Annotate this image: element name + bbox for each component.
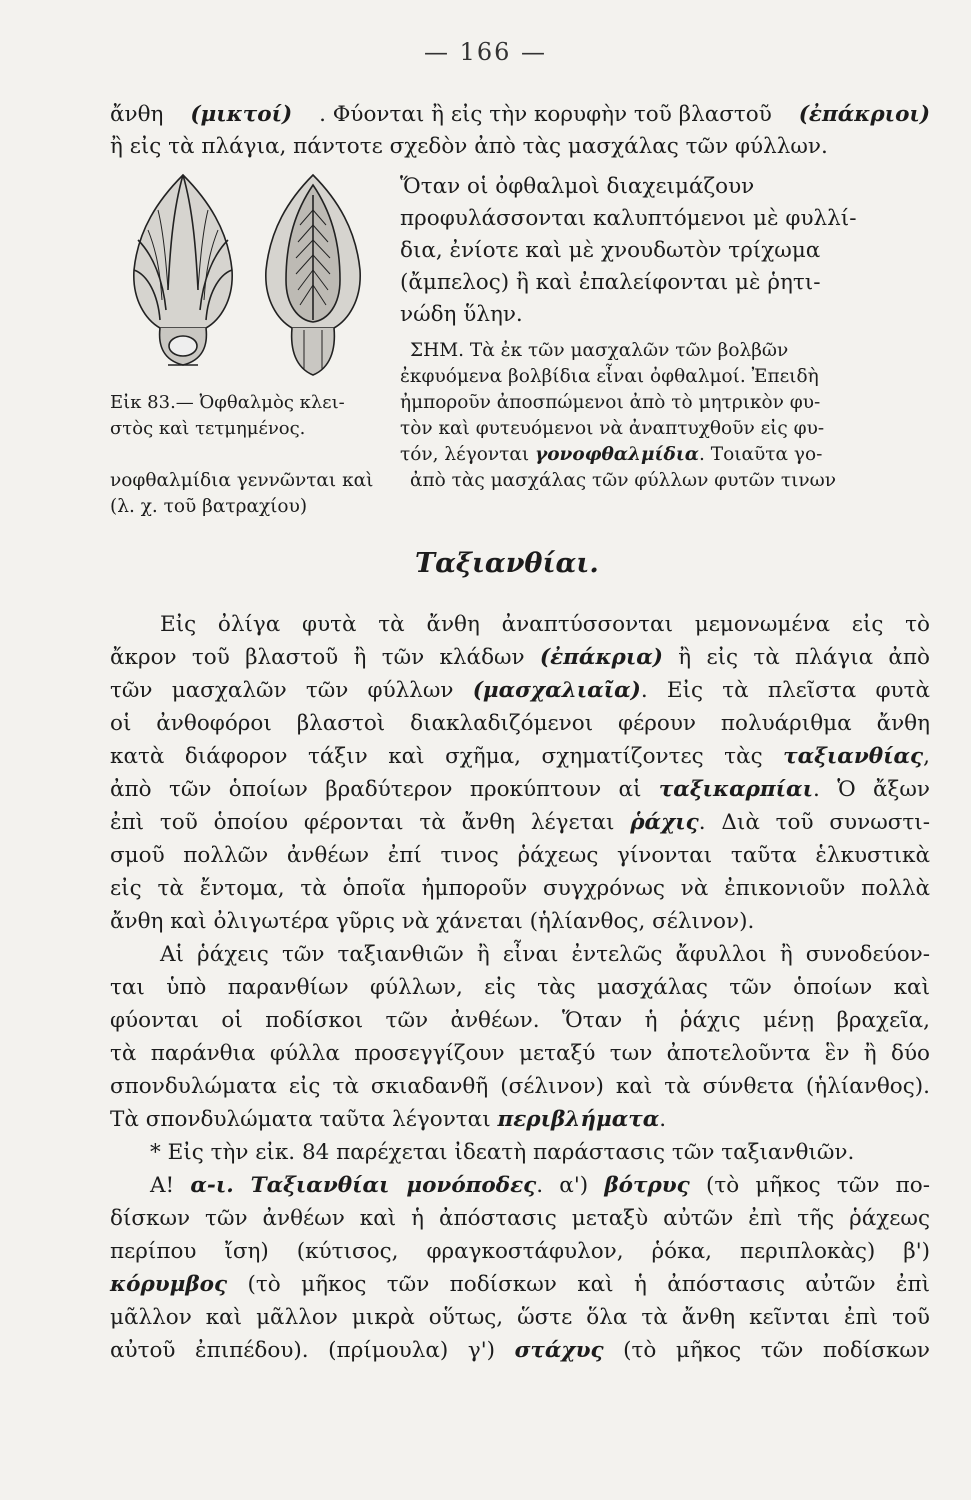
intro-line-1 bbox=[110, 100, 930, 130]
text-run: . α') bbox=[536, 1173, 605, 1198]
body-line bbox=[110, 1336, 930, 1366]
body-term: (μασχαλιαῖα) bbox=[472, 678, 641, 703]
body-line bbox=[110, 907, 754, 937]
text-run: (τὸ μῆκος τῶν πο- bbox=[689, 1173, 930, 1198]
figure-bud-illustration bbox=[108, 170, 393, 388]
text-run: . Εἰς τὰ πλεῖστα φυτὰ bbox=[640, 678, 930, 703]
text-run: . Διὰ τοῦ συνωστι- bbox=[698, 810, 930, 835]
text-run: ἄνθη bbox=[110, 102, 164, 127]
text-run: (τὸ μῆκος τῶν ποδίσκων bbox=[603, 1338, 930, 1363]
right-col-line-5: νώδη ὕλην. bbox=[400, 302, 523, 327]
section-heading: Ταξιανθίαι. bbox=[415, 548, 599, 579]
body-line bbox=[150, 1138, 854, 1168]
text-run: φύονται οἱ ποδίσκοι τῶν ἀνθέων. Ὅταν ἡ ῥάχις μένῃ βραχεῖα, bbox=[110, 1008, 930, 1033]
figure-caption-line-2: στὸς καὶ τετμημένος. bbox=[110, 418, 306, 439]
right-col-line-4: (ἄμπελος) ἢ καὶ ἐπαλείφονται μὲ ῥητι- bbox=[400, 270, 821, 295]
body-term: ταξιανθίας bbox=[783, 744, 924, 769]
body-line bbox=[110, 1237, 930, 1267]
text-run: (τὸ μῆκος τῶν ποδίσκων καὶ ἡ ἀπόστασις αὐτῶν ἐπὶ bbox=[227, 1272, 930, 1297]
note-line-4: τὸν καὶ φυτευόμενοι νὰ ἀναπτυχθοῦν εἰς φυ- bbox=[400, 418, 825, 439]
body-line bbox=[110, 808, 930, 838]
text-run: μᾶλλον καὶ μᾶλλον μικρὰ οὕτως, ὥστε ὅλα τὰ ἄνθη κεῖνται ἐπὶ τοῦ bbox=[110, 1305, 930, 1330]
text-run: αὐτοῦ ἐπιπέδου). (πρίμουλα) γ') bbox=[110, 1338, 515, 1363]
text-run: περίπου ἴση) (κύτισος, φραγκοστάφυλον, ῥόκα, περιπλοκὰς) β') bbox=[110, 1239, 930, 1264]
term-mixed: (μικτοί) bbox=[190, 102, 293, 127]
text-run: , bbox=[923, 744, 930, 769]
term-gonophthalmidia: γονοφθαλμίδια bbox=[535, 444, 700, 465]
text-run: τὰ παράνθια φύλλα προσεγγίζουν μεταξύ των ἀποτελοῦντα ἓν ἢ δύο bbox=[110, 1041, 930, 1066]
text-run: Τὰ σπονδυλώματα ταῦτα λέγονται bbox=[110, 1107, 498, 1132]
text-run: ἢ εἰς τὰ πλάγια ἀπὸ bbox=[662, 645, 930, 670]
note-line-1: ΣΗΜ. Τὰ ἐκ τῶν μασχαλῶν τῶν βολβῶν bbox=[410, 340, 789, 361]
body-line bbox=[110, 643, 930, 673]
body-line bbox=[110, 676, 930, 706]
text-run: * Εἰς τὴν εἰκ. 84 παρέχεται ἰδεατὴ παράστασις τῶν ταξιανθιῶν. bbox=[150, 1140, 855, 1165]
body-line bbox=[110, 1105, 666, 1135]
body-line bbox=[110, 874, 930, 904]
body-line bbox=[160, 610, 930, 640]
text-run: ἄκρον τοῦ βλαστοῦ ἢ τῶν κλάδων bbox=[110, 645, 540, 670]
body-line bbox=[110, 1039, 930, 1069]
text-run: . Φύονται ἢ εἰς τὴν κορυφὴν τοῦ βλαστοῦ bbox=[319, 102, 772, 127]
text-run: Α! bbox=[150, 1173, 191, 1198]
body-term: περιβλήματα bbox=[497, 1107, 660, 1132]
body-line bbox=[110, 1270, 930, 1300]
text-run: τόν, λέγονται bbox=[400, 444, 535, 465]
body-line bbox=[110, 1303, 930, 1333]
text-run: εἰς τὰ ἔντομα, τὰ ὁποῖα ἠμποροῦν συγχρόνως νὰ ἐπικονιοῦν πολλὰ bbox=[110, 876, 930, 901]
body-line bbox=[150, 1171, 930, 1201]
note-full-line-1-left: νοφθαλμίδια γεννῶνται καὶ bbox=[110, 470, 374, 491]
note-line-3: ἠμποροῦν ἀποσπώμενοι ἀπὸ τὸ μητρικὸν φυ- bbox=[400, 392, 821, 413]
note-full-line-2: (λ. χ. τοῦ βατραχίου) bbox=[110, 496, 308, 517]
body-term: στάχυς bbox=[514, 1338, 604, 1363]
body-term: βότρυς bbox=[604, 1173, 690, 1198]
body-line bbox=[160, 940, 930, 970]
body-line bbox=[110, 775, 930, 805]
text-run: . Ὁ ἄξων bbox=[813, 777, 930, 802]
bud-drawing bbox=[108, 170, 393, 388]
text-run: . Τοιαῦτα γο- bbox=[699, 444, 823, 465]
body-line bbox=[110, 973, 930, 1003]
text-run: σμοῦ πολλῶν ἀνθέων ἐπί τινος ῥάχεως γίνονται ταῦτα ἑλκυστικὰ bbox=[110, 843, 930, 868]
note-line-2: ἐκφυόμενα βολβίδια εἶναι ὀφθαλμοί. Ἐπειδὴ bbox=[400, 366, 819, 387]
note-full-line-1-right: ἀπὸ τὰς μασχάλας τῶν φύλλων φυτῶν τινων bbox=[410, 470, 836, 491]
body-term: ταξικαρπίαι bbox=[658, 777, 814, 802]
body-line bbox=[110, 1204, 930, 1234]
right-col-line-2: προφυλάσσονται καλυπτόμενοι μὲ φυλλί- bbox=[400, 206, 857, 231]
text-run: σπονδυλώματα εἰς τὰ σκιαδανθῆ (σέλινον) καὶ τὰ σύνθετα (ἡλίανθος). bbox=[110, 1074, 930, 1099]
body-line bbox=[110, 1006, 930, 1036]
text-run: δίσκων τῶν ἀνθέων καὶ ἡ ἀπόστασις μεταξὺ αὐτῶν ἐπὶ τῆς ῥάχεως bbox=[110, 1206, 930, 1231]
body-line bbox=[110, 1072, 930, 1102]
text-run: οἱ ἀνθοφόροι βλαστοὶ διακλαδιζόμενοι φέρουν πολυάριθμα ἄνθη bbox=[110, 711, 930, 736]
intro-line-2: ἢ εἰς τὰ πλάγια, πάντοτε σχεδὸν ἀπὸ τὰς μασχάλας τῶν φύλλων. bbox=[110, 134, 828, 159]
closed-bud bbox=[134, 175, 232, 365]
page-number: — 166 — bbox=[423, 38, 548, 66]
body-term: α-ι. Ταξιανθίαι μονόποδες bbox=[190, 1173, 537, 1198]
text-run: ται ὑπὸ παρανθίων φύλλων, εἰς τὰς μασχάλας τῶν ὁποίων καὶ bbox=[110, 975, 930, 1000]
right-col-line-1 bbox=[400, 172, 930, 202]
text-run: Ὅταν οἱ ὀφθαλμοὶ διαχειμάζουν bbox=[400, 174, 755, 199]
text-run: ἐπὶ τοῦ ὁποίου φέρονται τὰ ἄνθη λέγεται bbox=[110, 810, 631, 835]
body-term: (ἐπάκρια) bbox=[539, 645, 663, 670]
term-apical: (ἐπάκριοι) bbox=[798, 102, 930, 127]
text-run: Εἰς ὀλίγα φυτὰ τὰ ἄνθη ἀναπτύσσονται μεμονωμένα εἰς τὸ bbox=[160, 612, 930, 637]
body-line bbox=[110, 841, 930, 871]
text-run: κατὰ διάφορον τάξιν καὶ σχῆμα, σχηματίζοντες τὰς bbox=[110, 744, 784, 769]
text-run: ἀπὸ τῶν ὁποίων βραδύτερον προκύπτουν αἱ bbox=[110, 777, 659, 802]
text-run: . bbox=[659, 1107, 667, 1132]
cut-bud bbox=[266, 175, 360, 375]
right-col-line-3: δια, ἐνίοτε καὶ μὲ χνουδωτὸν τρίχωμα bbox=[400, 238, 821, 263]
figure-caption-line-1: Εἰκ 83.— Ὀφθαλμὸς κλει- bbox=[110, 392, 345, 413]
body-line bbox=[110, 709, 930, 739]
body-term: ῥάχις bbox=[630, 810, 699, 835]
body-line bbox=[110, 742, 930, 772]
body-term: κόρυμβος bbox=[110, 1272, 228, 1297]
text-run: Αἱ ῥάχεις τῶν ταξιανθιῶν ἢ εἶναι ἐντελῶς ἄφυλλοι ἢ συνοδεύον- bbox=[160, 942, 930, 967]
text-run: τῶν μασχαλῶν τῶν φύλλων bbox=[110, 678, 473, 703]
text-run: ἄνθη καὶ ὀλιγωτέρα γῦρις νὰ χάνεται (ἡλίανθος, σέλινον). bbox=[110, 909, 755, 934]
